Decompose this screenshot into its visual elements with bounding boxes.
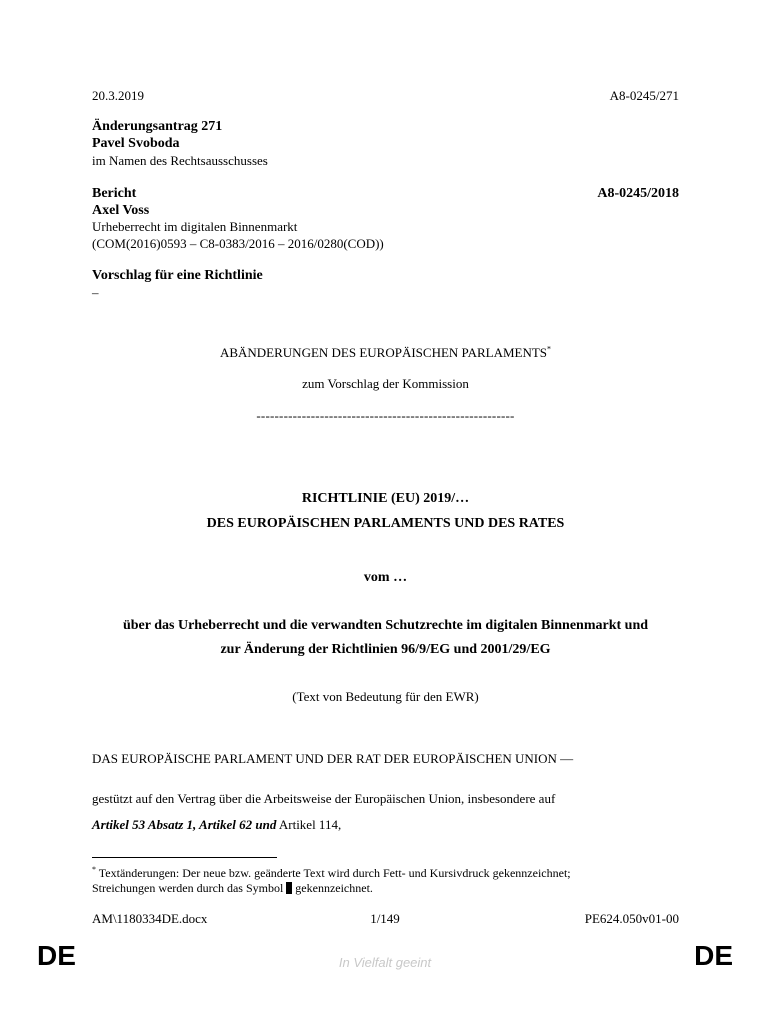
eu-motto: In Vielfalt geeint — [338, 955, 432, 970]
footnote-text2a: Streichungen werden durch das Symbol — [92, 881, 284, 895]
footnote-marker-small: * — [92, 865, 96, 874]
directive-date: vom … — [363, 570, 408, 585]
procedure-reference: (COM(2016)0593 – C8-0383/2016 – 2016/0280(COD)) — [92, 236, 384, 251]
parliament-council-line: DAS EUROPÄISCHE PARLAMENT UND DER RAT DER EUROPÄISCHEN UNION — — [92, 751, 574, 766]
report-reference: A8-0245/2018 — [597, 186, 679, 201]
header-row — [92, 88, 679, 104]
proposal-label: Vorschlag für eine Richtlinie — [92, 268, 263, 283]
commission-line: zum Vorschlag der Kommission — [302, 376, 469, 391]
directive-title-line2: DES EUROPÄISCHEN PARLAMENTS UND DES RATES — [206, 516, 565, 531]
footer-pe-number: PE624.050v01-00 — [584, 911, 679, 926]
directive-subject-line1: über das Urheberrecht und die verwandten Schutzrechte im digitalen Binnenmarkt und — [122, 618, 649, 633]
amendments-heading — [92, 345, 679, 361]
report-label: Bericht — [92, 186, 137, 201]
footnote-marker: * — [547, 344, 552, 354]
citation-amended-text: Artikel 53 Absatz 1, Artikel 62 und — [92, 817, 277, 832]
eea-relevance: (Text von Bedeutung für den EWR) — [292, 689, 479, 704]
rapporteur: Axel Voss — [92, 203, 150, 218]
deletion-symbol-icon — [286, 882, 292, 894]
footer-page-number: 1/149 — [370, 911, 400, 926]
report-subject: Urheberrecht im digitalen Binnenmarkt — [92, 219, 298, 234]
footnote — [92, 866, 682, 896]
amendment-title: Änderungsantrag 271 — [92, 119, 223, 134]
amendments-heading-text: ABÄNDERUNGEN DES EUROPÄISCHEN PARLAMENTS — [219, 345, 548, 360]
language-code-left: DE — [37, 940, 76, 971]
amendment-author: Pavel Svoboda — [92, 136, 180, 151]
footnote-line2 — [92, 881, 682, 896]
directive-subject-line2: zur Änderung der Richtlinien 96/9/EG und 2001/29/EG — [220, 642, 551, 657]
footer-filename: AM\1180334DE.docx — [92, 911, 208, 926]
footnote-text2b: gekennzeichnet. — [295, 881, 373, 895]
citation-rest: Artikel 114, — [276, 817, 342, 832]
amendment-reference: A8-0245/271 — [609, 88, 679, 103]
directive-title-line1: RICHTLINIE (EU) 2019/… — [301, 491, 470, 506]
footnote-text1: Textänderungen: Der neue bzw. geänderte Text wird durch Fett- und Kursivdruck gekennzeichnet; — [98, 866, 571, 880]
separator-line: --------------------------------------------------------- — [256, 408, 515, 423]
footnote-rule — [92, 857, 277, 858]
footnote-line1 — [92, 866, 682, 881]
language-code-right: DE — [694, 940, 733, 971]
report-row — [92, 185, 679, 202]
citation-line1: gestützt auf den Vertrag über die Arbeitsweise der Europäischen Union, insbesondere auf — [92, 791, 556, 806]
citation-line2 — [92, 817, 341, 833]
document-date: 20.3.2019 — [92, 88, 144, 103]
on-behalf-of: im Namen des Rechtsausschusses — [92, 153, 268, 168]
proposal-dash: – — [92, 285, 99, 300]
